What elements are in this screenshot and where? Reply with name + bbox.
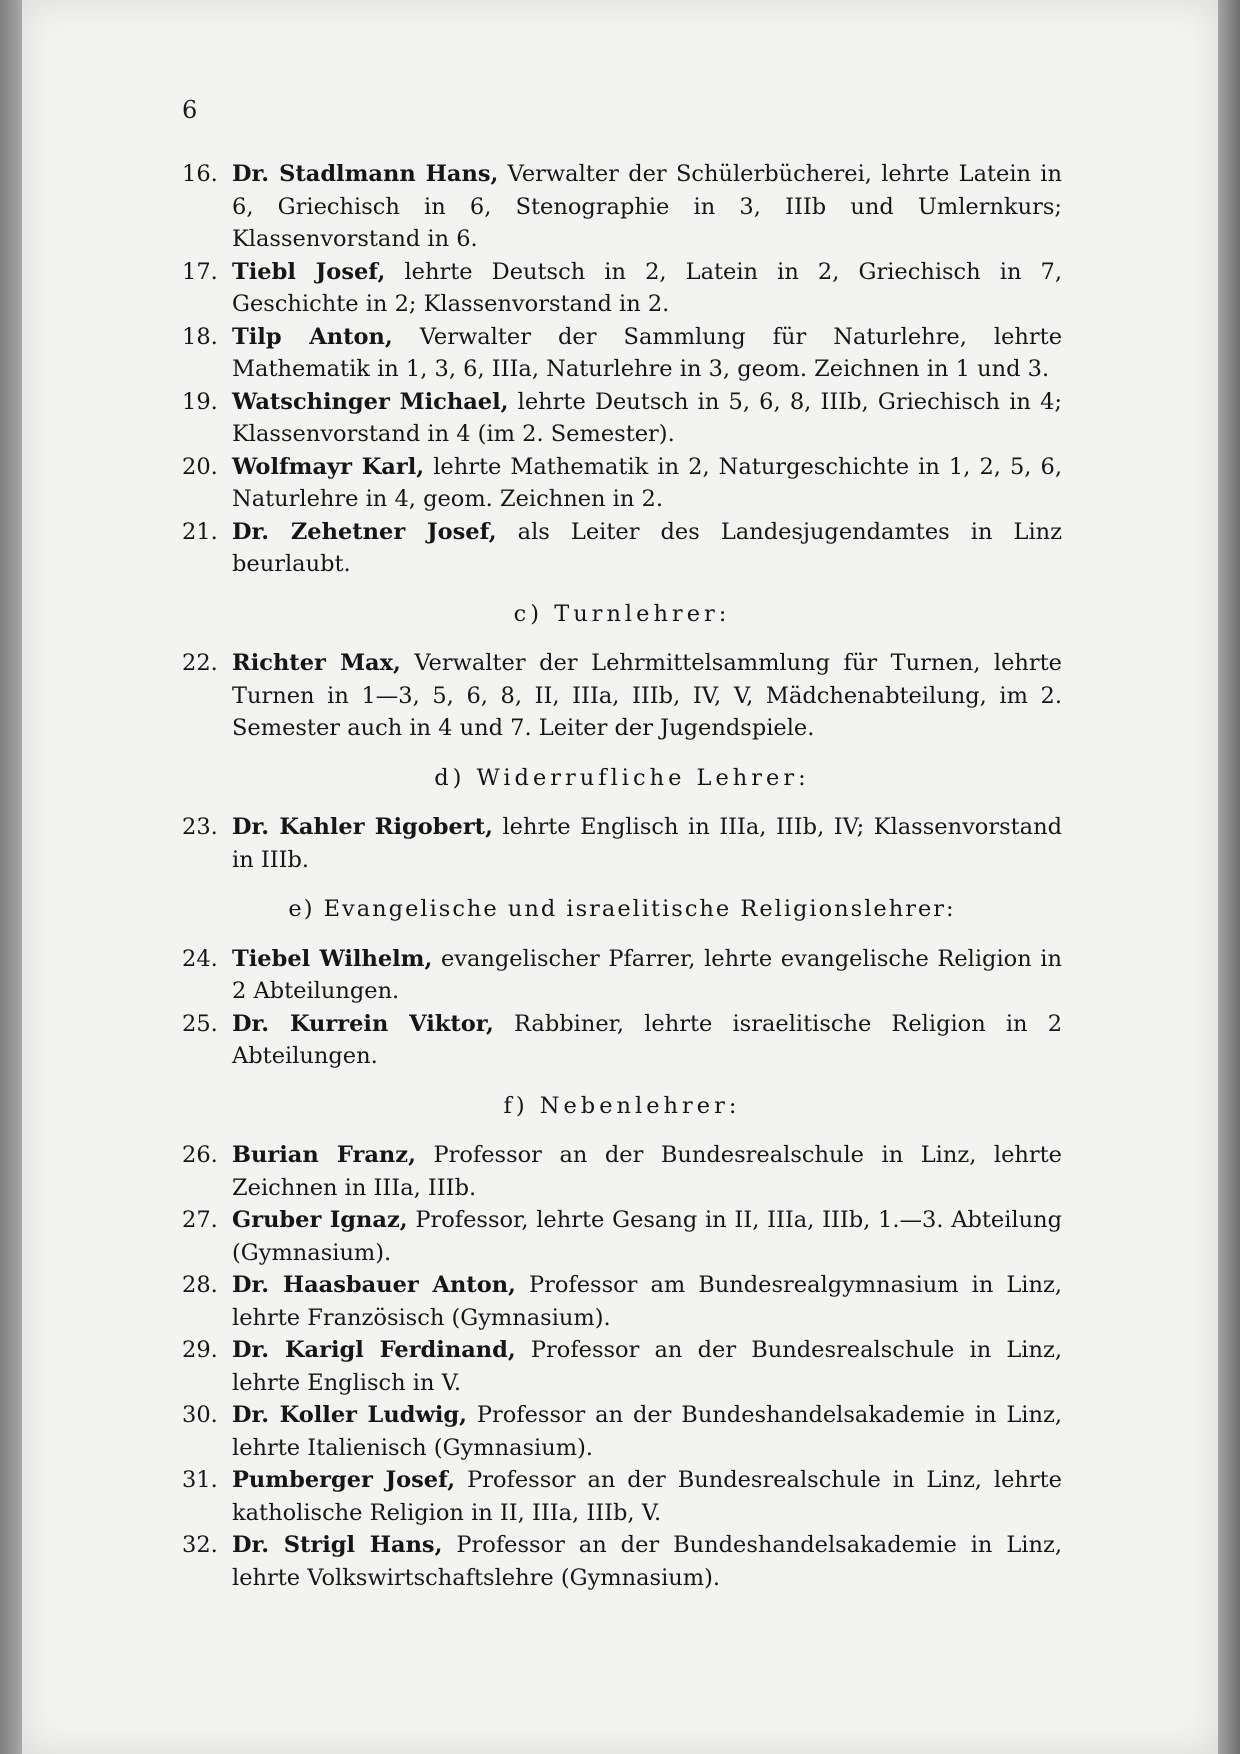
- teacher-name: Richter Max,: [232, 650, 401, 676]
- teacher-duties: lehrte Deutsch in 2, Latein in 2, Griechisch in 7, Geschichte in 2; Klassenvorstand in 2.: [232, 258, 1063, 317]
- entry-number: 25.: [182, 1010, 218, 1037]
- staff-entry: [182, 1269, 1062, 1334]
- teacher-name: Tilp Anton,: [232, 323, 393, 350]
- teacher-duties: Verwalter der Sammlung für Naturlehre, lehrte Mathematik in 1, 3, 6, IIIa, Naturlehre in 3, geom. Zeichnen in 1 und 3.: [232, 323, 1063, 382]
- scan-right-edge: [1218, 0, 1240, 1754]
- entry-text: [232, 1529, 1062, 1594]
- teacher-duties: Professor am Bundesrealgymnasium in Linz, lehrte Französisch (Gymnasium).: [232, 1272, 1063, 1331]
- teacher-duties: Verwalter der Lehrmittelsammlung für Turnen, lehrte Turnen in 1—3, 5, 6, 8, II, IIIa, IIIb, IV, V, Mädchenabteilung, im 2. Semester auch in 4 und 7. Leiter der Jugendspiele.: [232, 650, 1063, 741]
- staff-entry: [182, 386, 1062, 451]
- staff-entry: [182, 158, 1062, 256]
- entry-number: 26.: [182, 1142, 218, 1168]
- staff-entry: [182, 1204, 1062, 1269]
- entry-number: 21.: [182, 518, 218, 545]
- staff-entry: [182, 1464, 1062, 1529]
- teacher-duties: Rabbiner, lehrte israelitische Religion in 2 Abteilungen.: [232, 1010, 1063, 1069]
- teacher-duties: Verwalter der Schülerbücherei, lehrte Latein in 6, Griechisch in 6, Stenographie in 3, IIIb und Umlernkurs; Klassenvorstand in 6.: [232, 161, 1062, 252]
- entry-text: [232, 1204, 1062, 1269]
- teacher-duties: lehrte Englisch in IIIa, IIIb, IV; Klassenvorstand in IIIb.: [232, 814, 1062, 873]
- teacher-name: Dr. Kahler Rigobert,: [232, 814, 493, 840]
- teacher-name: Watschinger Michael,: [232, 388, 509, 415]
- staff-entry: [182, 1008, 1062, 1073]
- entry-group-top: [182, 158, 1062, 581]
- teacher-name: Gruber Ignaz,: [232, 1207, 408, 1233]
- entry-group-religionslehrer: [182, 943, 1062, 1073]
- teacher-duties: Professor an der Bundesrealschule in Linz, lehrte katholische Religion in II, IIIa, IIIb, V.: [232, 1467, 1062, 1526]
- entry-text: [232, 647, 1062, 745]
- staff-entry: [182, 256, 1062, 321]
- entry-number: 16.: [182, 161, 218, 187]
- staff-list: [182, 158, 1062, 1594]
- entry-number: 18.: [182, 323, 218, 350]
- entry-number: 28.: [182, 1272, 218, 1298]
- entry-text: [232, 516, 1062, 581]
- section-heading-turnlehrer: c) Turnlehrer:: [513, 600, 731, 627]
- entry-text: [232, 1269, 1062, 1334]
- entry-text: [232, 386, 1062, 451]
- teacher-name: Dr. Strigl Hans,: [232, 1532, 443, 1558]
- staff-entry: [182, 1139, 1062, 1204]
- scan-left-edge: [0, 0, 22, 1754]
- entry-number: 32.: [182, 1532, 218, 1558]
- staff-entry: [182, 1529, 1062, 1594]
- section-heading-widerrufliche-lehrer: d) Widerrufliche Lehrer:: [434, 764, 810, 791]
- entry-text: [232, 321, 1062, 386]
- teacher-duties: Professor an der Bundesrealschule in Linz, lehrte Englisch in V.: [232, 1337, 1062, 1396]
- teacher-duties: als Leiter des Landesjugendamtes in Linz beurlaubt.: [232, 518, 1062, 577]
- teacher-name: Dr. Stadlmann Hans,: [232, 161, 499, 187]
- entry-group-nebenlehrer: [182, 1139, 1062, 1594]
- teacher-name: Dr. Kurrein Viktor,: [232, 1010, 494, 1037]
- entry-group-turnlehrer: [182, 647, 1062, 745]
- entry-number: 20.: [182, 453, 218, 480]
- section-heading-religionslehrer: e) Evangelische und israelitische Religionslehrer:: [288, 896, 956, 922]
- staff-entry: [182, 516, 1062, 581]
- entry-text: [232, 1399, 1062, 1464]
- staff-entry: [182, 943, 1062, 1008]
- entry-number: 29.: [182, 1337, 218, 1363]
- teacher-duties: Professor, lehrte Gesang in II, IIIa, IIIb, 1.—3. Abteilung (Gymnasium).: [232, 1207, 1063, 1266]
- entry-number: 19.: [182, 388, 218, 415]
- page-number: 6: [182, 96, 198, 124]
- entry-number: 27.: [182, 1207, 218, 1233]
- teacher-duties: evangelischer Pfarrer, lehrte evangelische Religion in 2 Abteilungen.: [232, 945, 1062, 1004]
- entry-text: [232, 158, 1062, 256]
- entry-number: 31.: [182, 1467, 218, 1493]
- entry-text: [232, 811, 1062, 876]
- teacher-name: Tiebl Josef,: [232, 258, 386, 285]
- entry-text: [232, 256, 1062, 321]
- entry-number: 30.: [182, 1402, 218, 1428]
- entry-text: [232, 1139, 1062, 1204]
- entry-text: [232, 943, 1062, 1008]
- staff-entry: [182, 811, 1062, 876]
- staff-entry: [182, 1334, 1062, 1399]
- entry-text: [232, 451, 1062, 516]
- staff-entry: [182, 321, 1062, 386]
- section-heading-nebenlehrer: f) Nebenlehrer:: [503, 1092, 741, 1119]
- teacher-name: Tiebel Wilhelm,: [232, 945, 433, 972]
- teacher-duties: lehrte Deutsch in 5, 6, 8, IIIb, Griechisch in 4; Klassenvorstand in 4 (im 2. Semester).: [232, 388, 1062, 447]
- teacher-name: Burian Franz,: [232, 1142, 416, 1168]
- entry-group-widerrufliche-lehrer: [182, 811, 1062, 876]
- teacher-name: Dr. Haasbauer Anton,: [232, 1272, 516, 1298]
- entry-text: [232, 1008, 1062, 1073]
- entry-number: 17.: [182, 258, 218, 285]
- staff-entry: [182, 1399, 1062, 1464]
- staff-entry: [182, 451, 1062, 516]
- teacher-name: Wolfmayr Karl,: [232, 453, 425, 480]
- staff-entry: [182, 647, 1062, 745]
- teacher-duties: Professor an der Bundesrealschule in Linz, lehrte Zeichnen in IIIa, IIIb.: [232, 1142, 1062, 1201]
- teacher-duties: Professor an der Bundeshandelsakademie in Linz, lehrte Italienisch (Gymnasium).: [232, 1402, 1063, 1461]
- teacher-name: Pumberger Josef,: [232, 1467, 456, 1493]
- entry-text: [232, 1334, 1062, 1399]
- entry-number: 22.: [182, 650, 218, 676]
- teacher-duties: lehrte Mathematik in 2, Naturgeschichte in 1, 2, 5, 6, Naturlehre in 4, geom. Zeichnen in 2.: [232, 453, 1062, 512]
- entry-number: 23.: [182, 814, 218, 840]
- entry-number: 24.: [182, 945, 218, 972]
- entry-text: [232, 1464, 1062, 1529]
- teacher-name: Dr. Zehetner Josef,: [232, 518, 497, 545]
- teacher-name: Dr. Karigl Ferdinand,: [232, 1337, 516, 1363]
- teacher-duties: Professor an der Bundeshandelsakademie in Linz, lehrte Volkswirtschaftslehre (Gymnasium).: [232, 1532, 1062, 1591]
- teacher-name: Dr. Koller Ludwig,: [232, 1402, 467, 1428]
